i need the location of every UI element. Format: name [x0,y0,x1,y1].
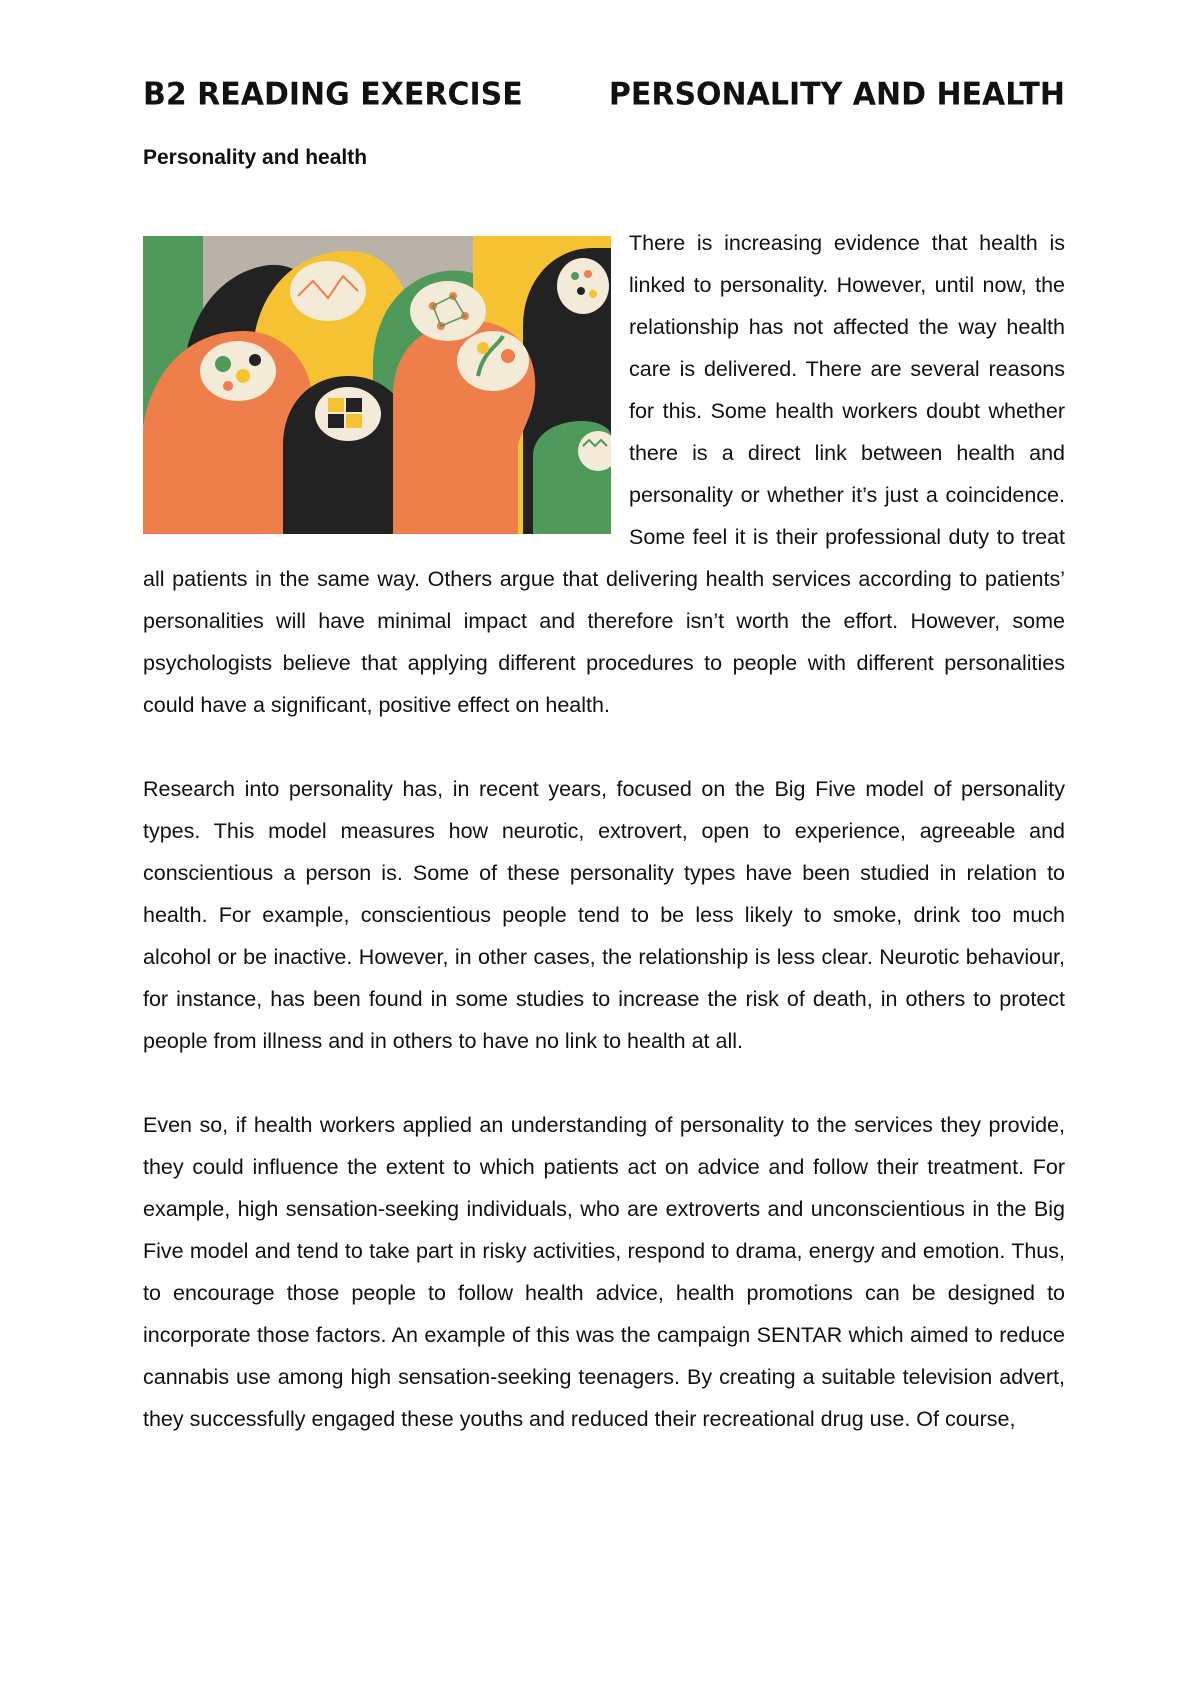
page-header [143,72,1065,116]
paragraph-3: Even so, if health workers applied an understanding of personality to the services they provide, they could influence the extent to which patients act on advice and follow their treatment. For example, high sensation-seeking individuals, who are extroverts and unconscientious in the Big Five model and tend to take part in risky activities, respond to drama, energy and emotion. Thus, to encourage those people to follow health advice, health promotions can be designed to incorporate those factors. An example of this was the campaign SENTAR which aimed to reduce cannabis use among high sensation-seeking teenagers. By creating a suitable television advert, they successfully engaged these youths and reduced their recreational drug use. Of course, [143,1113,1065,1431]
article-body [143,222,1065,1482]
paragraph-2: Research into personality has, in recent years, focused on the Big Five model of personality types. This model measures how neurotic, extrovert, open to experience, agreeable and conscientious a person is. Some of these personality types have been studied in relation to health. For example, conscientious people tend to be less likely to smoke, drink too much alcohol or be inactive. However, in other cases, the relationship is less clear. Neurotic behaviour, for instance, has been found in some studies to increase the risk of death, in others to protect people from illness and in others to have no link to health at all. [143,777,1065,1053]
article-subtitle: Personality and health [143,146,368,169]
paragraph-1: There is increasing evidence that health is linked to personality. However, until now, the relationship has not affected the way health care is delivered. There are several reasons for this. Some health workers doubt whether there is a direct link between health and personality or whether it’s just a coincidence. Some feel it is their professional duty to treat all patients in the same way. Others argue that delivering health services according to patients’ personalities will have minimal impact and therefore isn’t worth the effort. However, some psychologists believe that applying different procedures to people with different personalities could have a significant, positive effect on health. [143,231,1065,717]
heads-with-brains-icon [143,236,611,534]
heads-illustration [143,236,611,534]
header-left-title: B2 READING EXERCISE [143,75,523,113]
header-right-title: PERSONALITY AND HEALTH [608,75,1065,113]
